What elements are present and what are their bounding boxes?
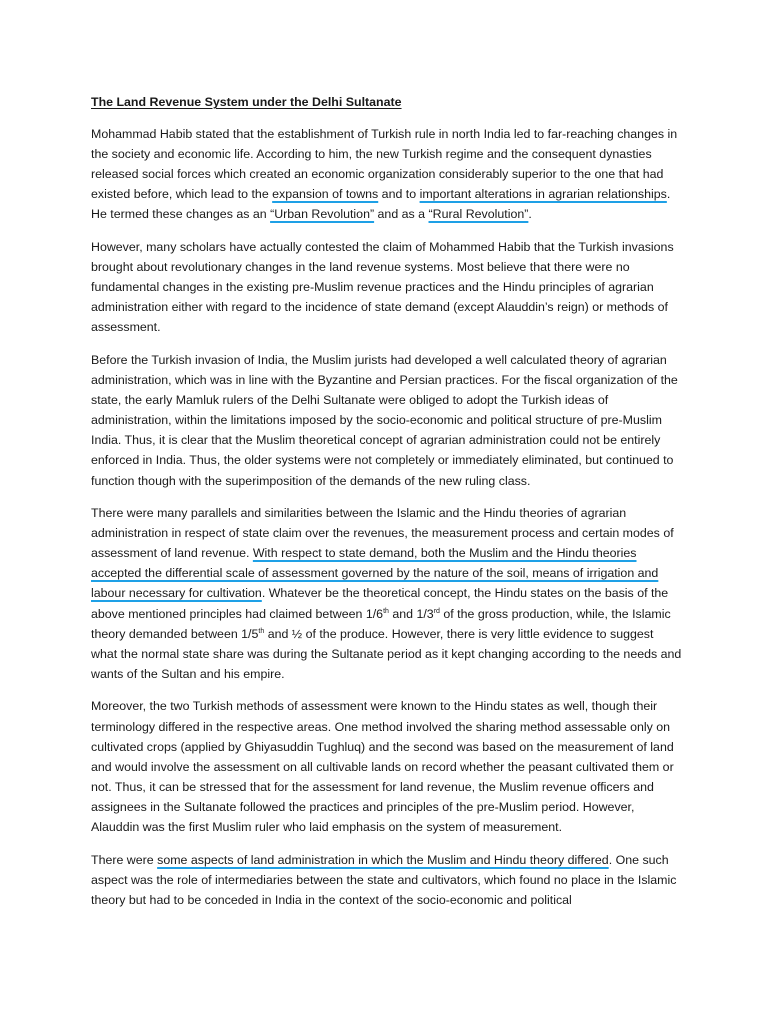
p4-text-a: There were many parallels and similarities between the Islamic and the Hindu theories of agrarian administration in respect of state claim over the revenues, the measurement process and certain modes of assessment of land revenue. <box>91 506 674 561</box>
p6-text-a: There were <box>91 852 158 867</box>
p4-text-b: . Whatever be the theoretical concept, the Hindu states on the basis of the above mentioned principles had claimed between 1/6 <box>91 586 669 621</box>
paragraph-differences <box>91 850 682 910</box>
paragraph-habib <box>91 124 682 224</box>
highlight-expansion-of-towns: expansion of towns <box>272 187 379 202</box>
p4-sup-3: th <box>258 627 265 635</box>
highlight-rural-revolution: “Rural Revolution” <box>428 207 529 222</box>
p6-text-b: . One such aspect was the role of intermediaries between the state and cultivators, which found no place in the Islamic theory but had to be conceded in India in the context of the socio-economic and political <box>91 852 677 907</box>
p1-text-b: and to <box>378 187 420 202</box>
p4-text-d: of the gross production, while, the Islamic theory demanded between 1/5 <box>91 606 671 641</box>
paragraph-parallels <box>91 503 682 684</box>
p4-sup-2: rd <box>433 607 440 615</box>
highlight-agrarian-alterations: important alterations in agrarian relationships <box>419 187 667 202</box>
p1-text-d: and as a <box>374 207 429 222</box>
highlight-urban-revolution: “Urban Revolution” <box>270 207 375 222</box>
paragraph-turkish-invasion: Before the Turkish invasion of India, the Muslim jurists had developed a well calculated theory of agrarian administration, which was in line with the Byzantine and Persian practices. For the fiscal organization of the state, the early Mamluk rulers of the Delhi Sultanate were obliged to adopt the Turkish ideas of administration, within the limitations imposed by the socio-economic and political structure of pre-Muslim India. Thus, it is clear that the Muslim theoretical concept of agrarian administration could not be entirely enforced in India. Thus, the older systems were not completely or immediately eliminated, but continued to function though with the superimposition of the demands of the new ruling class. <box>91 352 678 488</box>
p4-sup-1: th <box>383 607 389 615</box>
p1-text-a: Mohammad Habib stated that the establishment of Turkish rule in north India led to far-reaching changes in the society and economic life. According to him, the new Turkish regime and the consequent dynasties released social forces which created an economic organization considerably superior to the one that had existed before, which lead to the <box>91 127 678 202</box>
p4-text-c: and 1/3 <box>388 606 434 621</box>
highlight-state-demand: With respect to state demand, both the Muslim and the Hindu theories accepted the differential scale of assessment governed by the nature of the soil, means of irrigation and labour necessary for cultivation <box>91 546 659 601</box>
paragraph-methods: Moreover, the two Turkish methods of assessment were known to the Hindu states as well, though their terminology differed in the respective areas. One method involved the sharing method assessable only on cultivated crops (applied by Ghiyasuddin Tughluq) and the second was based on the measurement of land and would involve the assessment on all cultivable lands on record whether the peasant cultivated them or not. Thus, it can be stressed that for the assessment for land revenue, the Muslim revenue officers and assignees in the Sultanate followed the practices and principles of the pre-Muslim period. However, Alauddin was the first Muslim ruler who laid emphasis on the system of measurement. <box>91 699 674 834</box>
p1-text-e: . <box>528 207 532 222</box>
document-title: The Land Revenue System under the Delhi Sultanate <box>91 95 402 109</box>
paragraph-scholars: However, many scholars have actually contested the claim of Mohammed Habib that the Turkish invasions brought about revolutionary changes in the land revenue systems. Most believe that there were no fundamental changes in the existing pre-Muslim revenue practices and the Hindu principles of agrarian administration either with regard to the incidence of state demand (except Alauddin’s reign) or methods of assessment. <box>91 239 674 335</box>
highlight-aspects-differed: some aspects of land administration in which the Muslim and Hindu theory differed <box>157 852 609 867</box>
p4-text-e: and ½ of the produce. However, there is very little evidence to suggest what the normal state share was during the Sultanate period as it kept changing according to the needs and wants of the Sultan and his empire. <box>91 626 682 681</box>
p1-text-c: . He termed these changes as an <box>91 187 671 222</box>
